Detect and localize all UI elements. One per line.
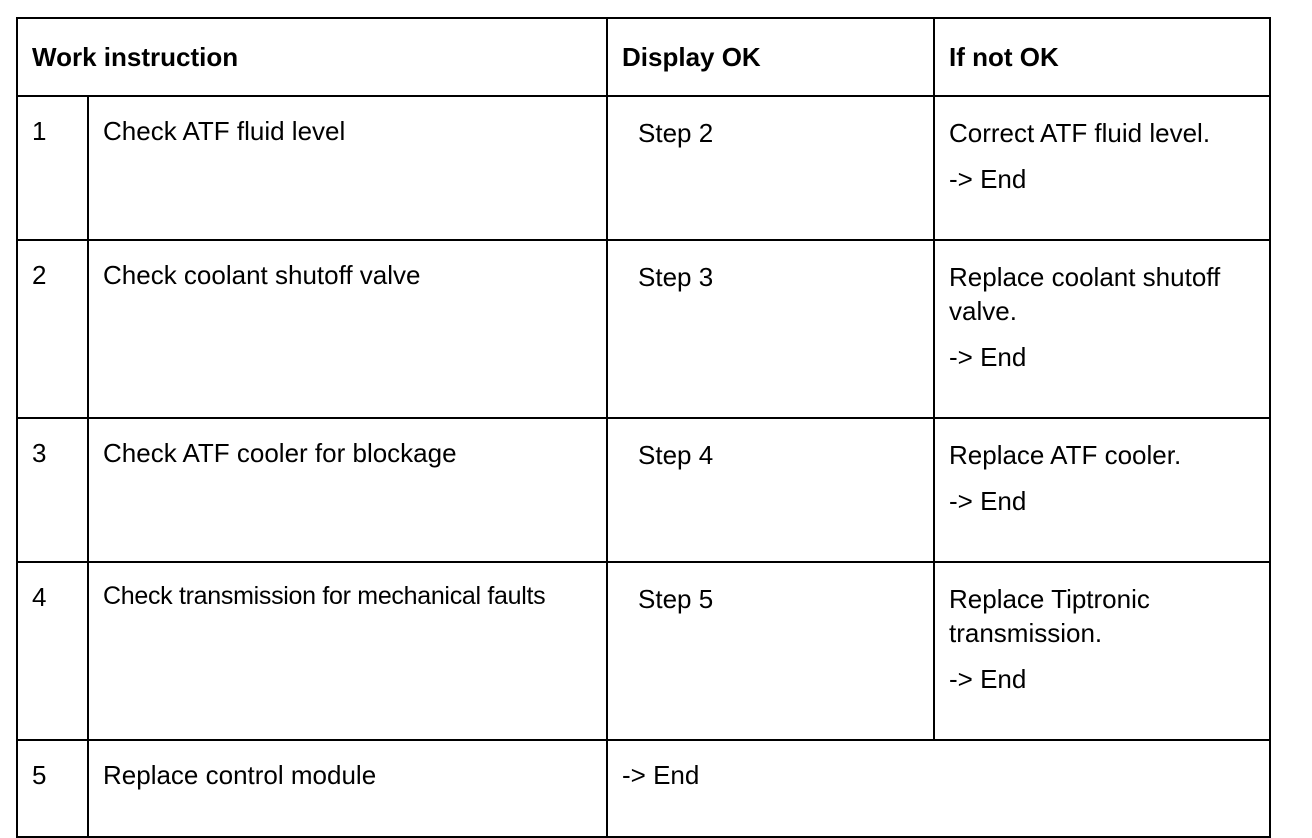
header-if-not-ok: If not OK: [934, 18, 1270, 96]
step-if-not-ok: [934, 562, 1270, 740]
step-instruction: Check ATF cooler for blockage: [88, 418, 607, 562]
if-not-ok-end: -> End: [949, 342, 1027, 372]
table-row: [17, 562, 1270, 740]
header-work-instruction: Work instruction: [17, 18, 607, 96]
step-display-ok: Step 2: [607, 96, 934, 240]
step-display-ok: -> End: [607, 740, 1270, 837]
step-display-ok: Step 3: [607, 240, 934, 418]
header-display-ok: Display OK: [607, 18, 934, 96]
table-header-row: [17, 18, 1270, 96]
work-instruction-table: [16, 17, 1271, 838]
step-number: 1: [17, 96, 88, 240]
step-instruction: Check ATF fluid level: [88, 96, 607, 240]
step-instruction: Replace control module: [88, 740, 607, 837]
if-not-ok-end: -> End: [949, 486, 1027, 516]
if-not-ok-action: Replace coolant shutoff valve.: [949, 262, 1221, 326]
step-instruction: Check transmission for mechanical faults: [88, 562, 607, 740]
table-row: [17, 240, 1270, 418]
step-number: 4: [17, 562, 88, 740]
if-not-ok-end: -> End: [949, 664, 1027, 694]
step-number: 5: [17, 740, 88, 837]
if-not-ok-action: Correct ATF fluid level.: [949, 118, 1211, 148]
step-instruction: Check coolant shutoff valve: [88, 240, 607, 418]
if-not-ok-action: Replace Tiptronic transmission.: [949, 584, 1150, 648]
table-row: [17, 740, 1270, 837]
table-row: [17, 96, 1270, 240]
if-not-ok-end: -> End: [949, 164, 1027, 194]
step-number: 3: [17, 418, 88, 562]
step-if-not-ok: [934, 418, 1270, 562]
table-row: [17, 418, 1270, 562]
step-number: 2: [17, 240, 88, 418]
if-not-ok-action: Replace ATF cooler.: [949, 440, 1182, 470]
step-if-not-ok: [934, 96, 1270, 240]
step-display-ok: Step 5: [607, 562, 934, 740]
step-display-ok: Step 4: [607, 418, 934, 562]
step-if-not-ok: [934, 240, 1270, 418]
